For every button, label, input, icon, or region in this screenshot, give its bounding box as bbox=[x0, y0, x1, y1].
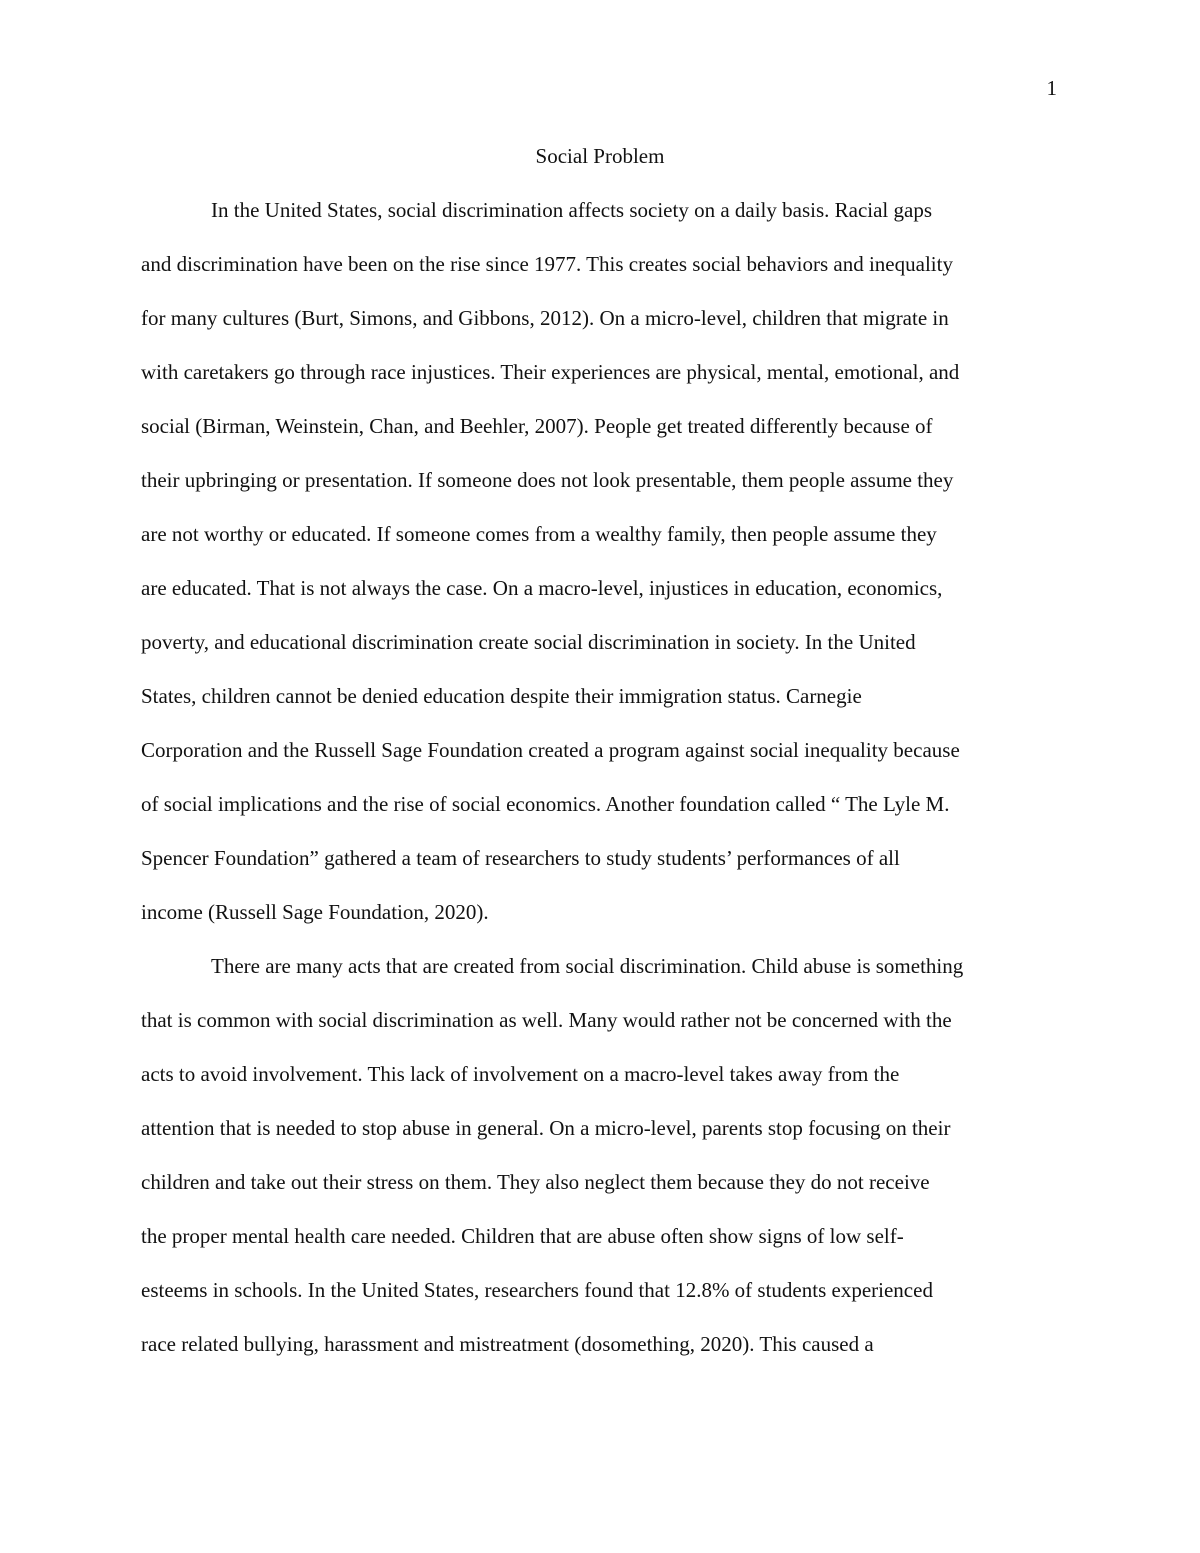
text-line: There are many acts that are created from social discrimination. Child abuse is something bbox=[211, 954, 964, 978]
text-line: race related bullying, harassment and mistreatment (dosomething, 2020). This caused a bbox=[141, 1332, 874, 1356]
text-line: acts to avoid involvement. This lack of involvement on a macro-level takes away from the bbox=[141, 1062, 900, 1086]
page-number: 1 bbox=[1046, 76, 1057, 100]
text-line: Spencer Foundation” gathered a team of researchers to study students’ performances of all bbox=[141, 846, 900, 870]
text-line: social (Birman, Weinstein, Chan, and Beehler, 2007). People get treated differently because of bbox=[141, 414, 933, 438]
text-line: of social implications and the rise of social economics. Another foundation called “ The Lyle M. bbox=[141, 792, 950, 816]
text-line: esteems in schools. In the United States, researchers found that 12.8% of students experienced bbox=[141, 1278, 933, 1302]
text-line: poverty, and educational discrimination create social discrimination in society. In the United bbox=[141, 630, 916, 654]
text-line: that is common with social discrimination as well. Many would rather not be concerned with the bbox=[141, 1008, 952, 1032]
text-line: Corporation and the Russell Sage Foundation created a program against social inequality because bbox=[141, 738, 960, 762]
text-line: income (Russell Sage Foundation, 2020). bbox=[141, 900, 489, 924]
text-line: States, children cannot be denied education despite their immigration status. Carnegie bbox=[141, 684, 862, 708]
document-title: Social Problem bbox=[535, 144, 665, 168]
text-line: for many cultures (Burt, Simons, and Gibbons, 2012). On a micro-level, children that migrate in bbox=[141, 306, 949, 330]
text-line: the proper mental health care needed. Children that are abuse often show signs of low self- bbox=[141, 1224, 904, 1248]
text-line: are educated. That is not always the case. On a macro-level, injustices in education, economics, bbox=[141, 576, 943, 600]
document-body bbox=[141, 183, 1071, 1371]
text-line: children and take out their stress on them. They also neglect them because they do not receive bbox=[141, 1170, 930, 1194]
text-line: are not worthy or educated. If someone comes from a wealthy family, then people assume they bbox=[141, 522, 937, 546]
text-line: attention that is needed to stop abuse in general. On a micro-level, parents stop focusing on their bbox=[141, 1116, 951, 1140]
paragraph-2 bbox=[141, 939, 1071, 1371]
paragraph-1 bbox=[141, 183, 1071, 939]
text-line: with caretakers go through race injustices. Their experiences are physical, mental, emotional, and bbox=[141, 360, 960, 384]
text-line: and discrimination have been on the rise since 1977. This creates social behaviors and inequality bbox=[141, 252, 953, 276]
text-line: their upbringing or presentation. If someone does not look presentable, them people assume they bbox=[141, 468, 954, 492]
text-line: In the United States, social discrimination affects society on a daily basis. Racial gaps bbox=[211, 198, 933, 222]
